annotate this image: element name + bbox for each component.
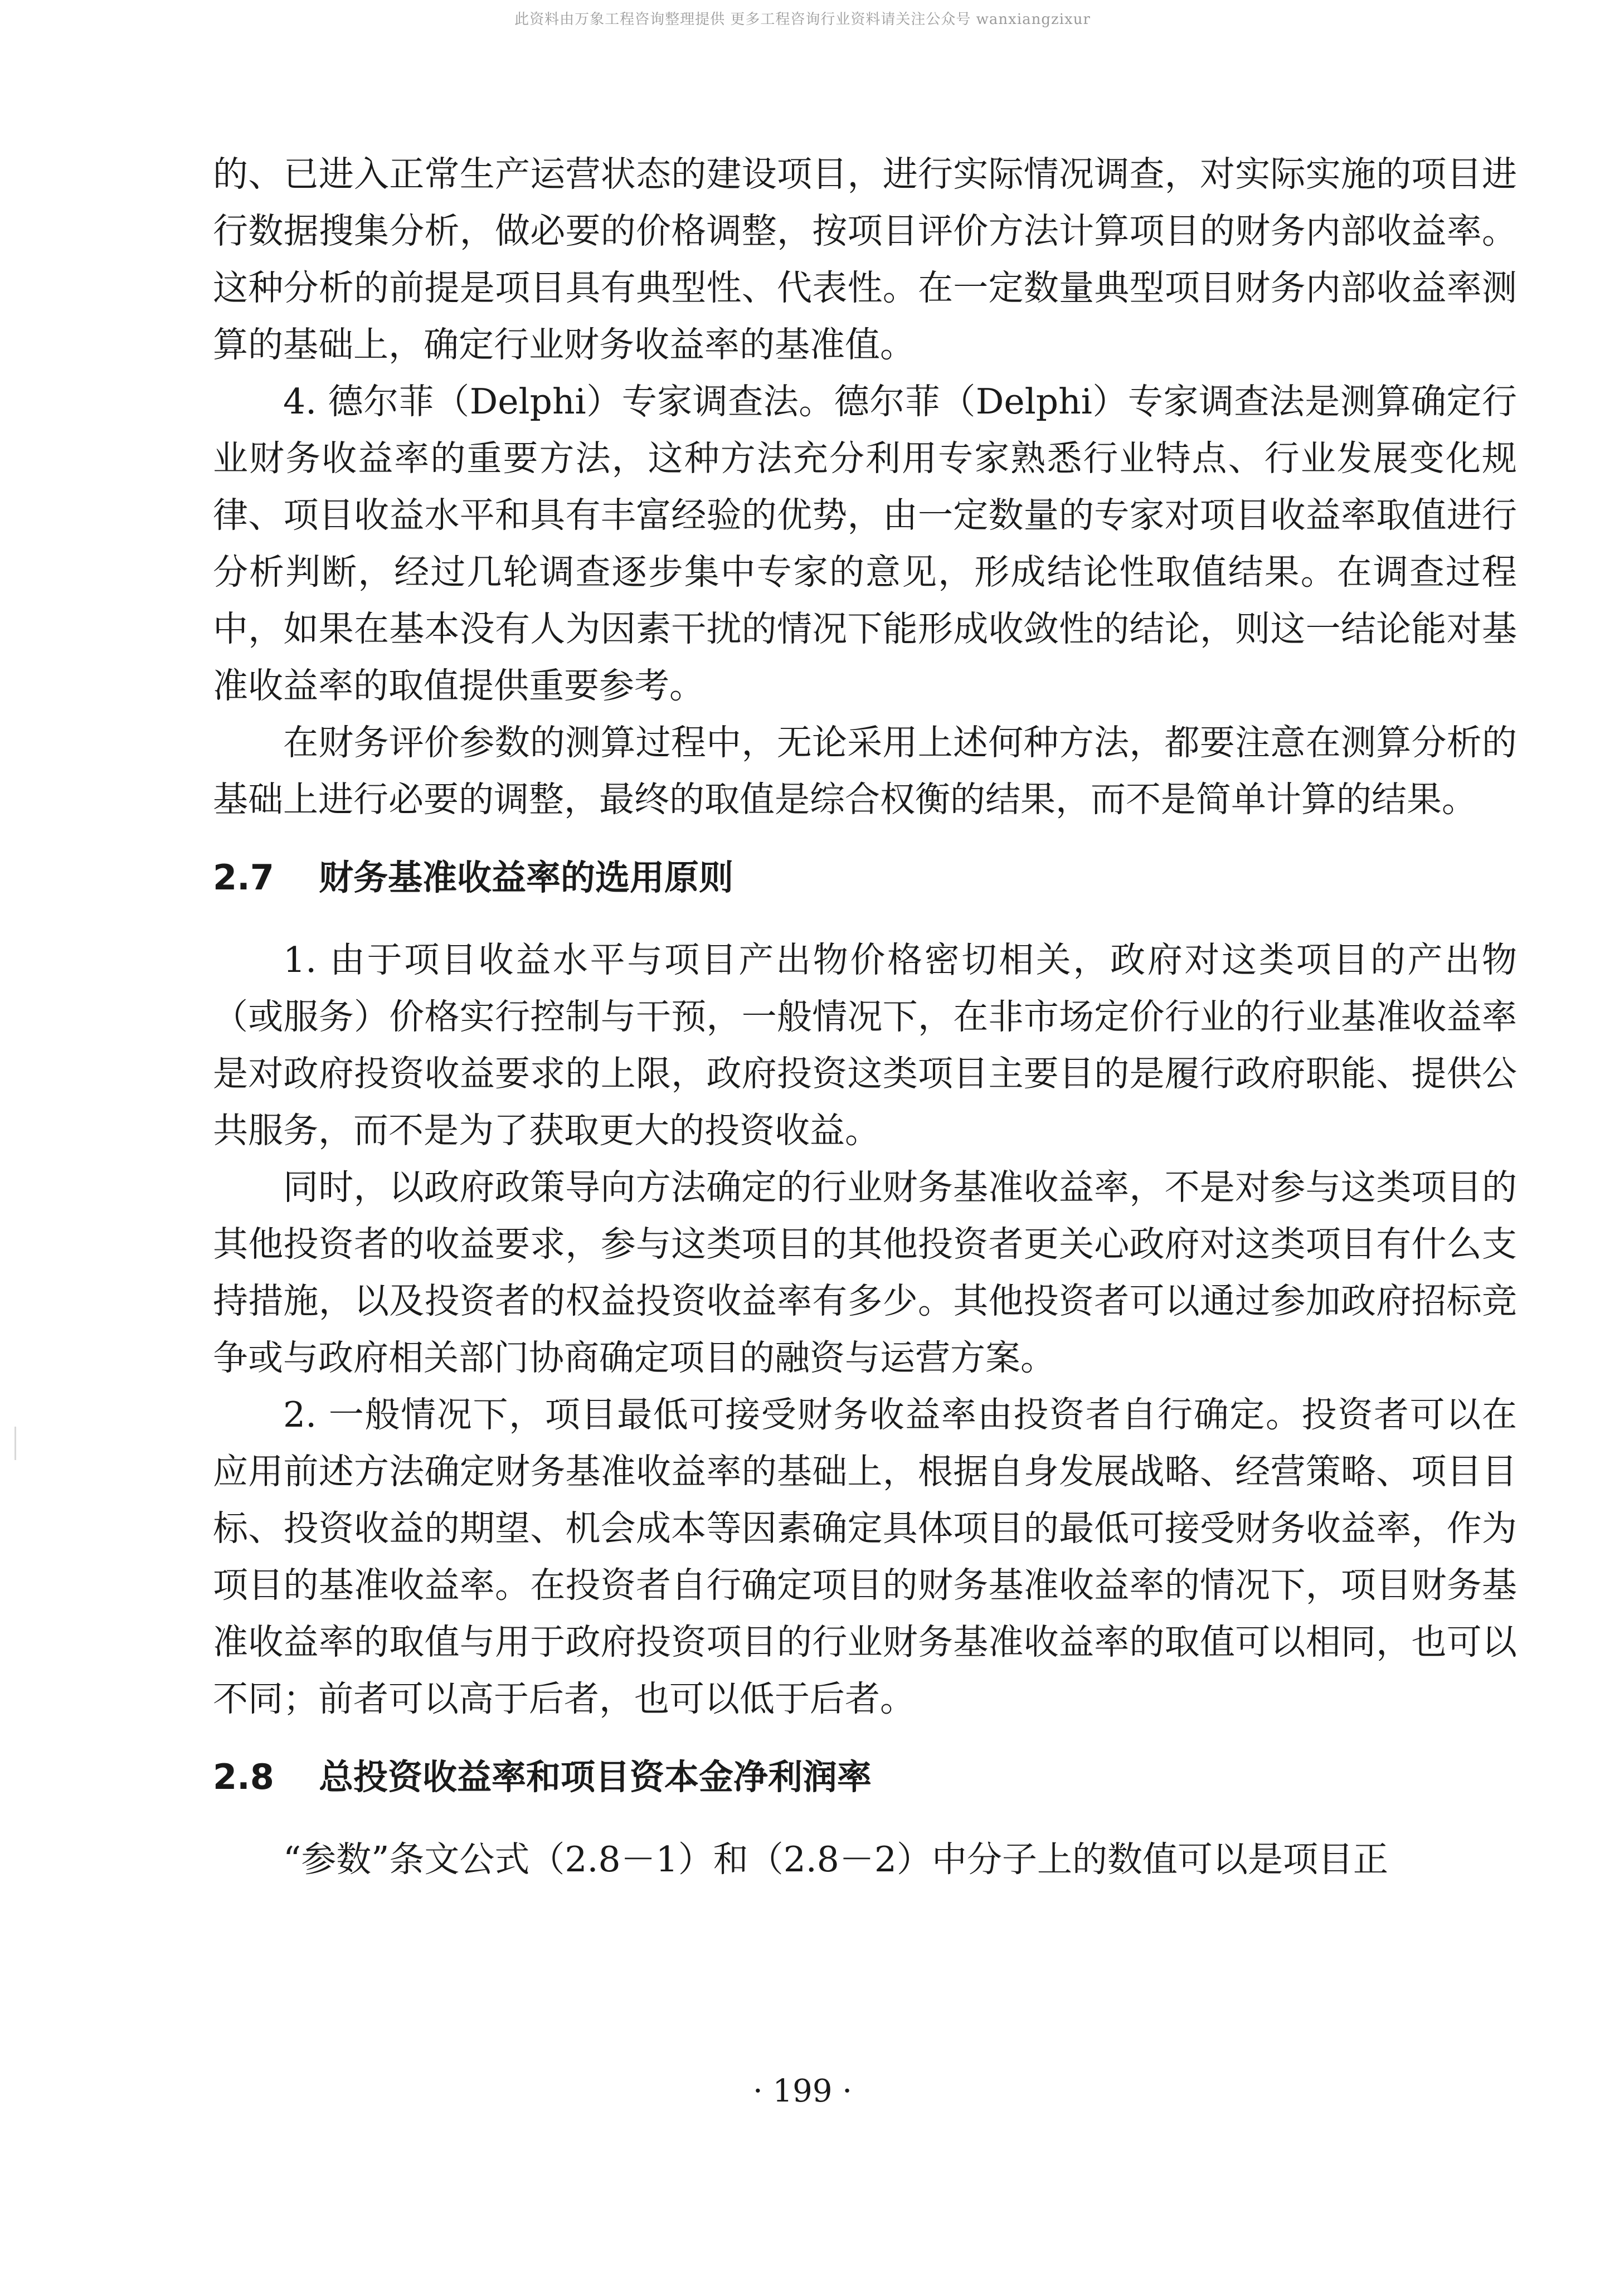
paragraph-formula-note: “参数”条文公式（2.8－1）和（2.8－2）中分子上的数值可以是项目正: [283, 1839, 1388, 1880]
page-body: [213, 146, 1517, 1888]
paragraph-principle-1-cont: 同时，以政府政策导向方法确定的行业财务基准收益率，不是对参与这类项目的其他投资者的收益要求，参与这类项目的其他投资者更关心政府对这类项目有什么支持措施，以及投资者的权益投资收益率有多少。其他投资者可以通过参加政府招标竞争或与政府相关部门协商确定项目的融资与运营方案。: [213, 1167, 1517, 1378]
page-number: · 199 ·: [752, 2073, 853, 2109]
section-title: 财务基准收益率的选用原则: [319, 857, 734, 898]
paragraph-adjustment-note: 在财务评价参数的测算过程中，无论采用上述何种方法，都要注意在测算分析的基础上进行必要的调整，最终的取值是综合权衡的结果，而不是简单计算的结果。: [213, 722, 1517, 820]
paragraph-continued: 的、已进入正常生产运营状态的建设项目，进行实际情况调查，对实际实施的项目进行数据搜集分析，做必要的价格调整，按项目评价方法计算项目的财务内部收益率。这种分析的前提是项目具有典型性、代表性。在一定数量典型项目财务内部收益率测算的基础上，确定行业财务收益率的基准值。: [213, 154, 1517, 365]
section-heading-2-8: [213, 1749, 1517, 1806]
scan-fold-mark: [14, 1427, 16, 1460]
paragraph-principle-1: 1. 由于项目收益水平与项目产出物价格密切相关，政府对这类项目的产出物（或服务）价格实行控制与干预，一般情况下，在非市场定价行业的行业基准收益率是对政府投资收益要求的上限，政府投资这类项目主要目的是履行政府职能、提供公共服务，而不是为了获取更大的投资收益。: [213, 940, 1517, 1151]
header-watermark-note: 此资料由万象工程咨询整理提供 更多工程咨询行业资料请关注公众号 wanxiangzixur: [514, 11, 1091, 28]
paragraph-delphi-method: 4. 德尔菲（Delphi）专家调查法。德尔菲（Delphi）专家调查法是测算确定行业财务收益率的重要方法，这种方法充分利用专家熟悉行业特点、行业发展变化规律、项目收益水平和具有丰富经验的优势，由一定数量的专家对项目收益率取值进行分析判断，经过几轮调查逐步集中专家的意见，形成结论性取值结果。在调查过程中，如果在基本没有人为因素干扰的情况下能形成收敛性的结论，则这一结论能对基准收益率的取值提供重要参考。: [213, 381, 1517, 706]
section-number: 2.7: [213, 857, 274, 898]
section-number: 2.8: [213, 1757, 274, 1797]
section-heading-2-7: [213, 849, 1517, 906]
paragraph-principle-2: 2. 一般情况下，项目最低可接受财务收益率由投资者自行确定。投资者可以在应用前述方法确定财务基准收益率的基础上，根据自身发展战略、经营策略、项目目标、投资收益的期望、机会成本等因素确定具体项目的最低可接受财务收益率，作为项目的基准收益率。在投资者自行确定项目的财务基准收益率的情况下，项目财务基准收益率的取值与用于政府投资项目的行业财务基准收益率的取值可以相同，也可以不同；前者可以高于后者，也可以低于后者。: [213, 1394, 1517, 1719]
section-title: 总投资收益率和项目资本金净利润率: [319, 1757, 872, 1797]
